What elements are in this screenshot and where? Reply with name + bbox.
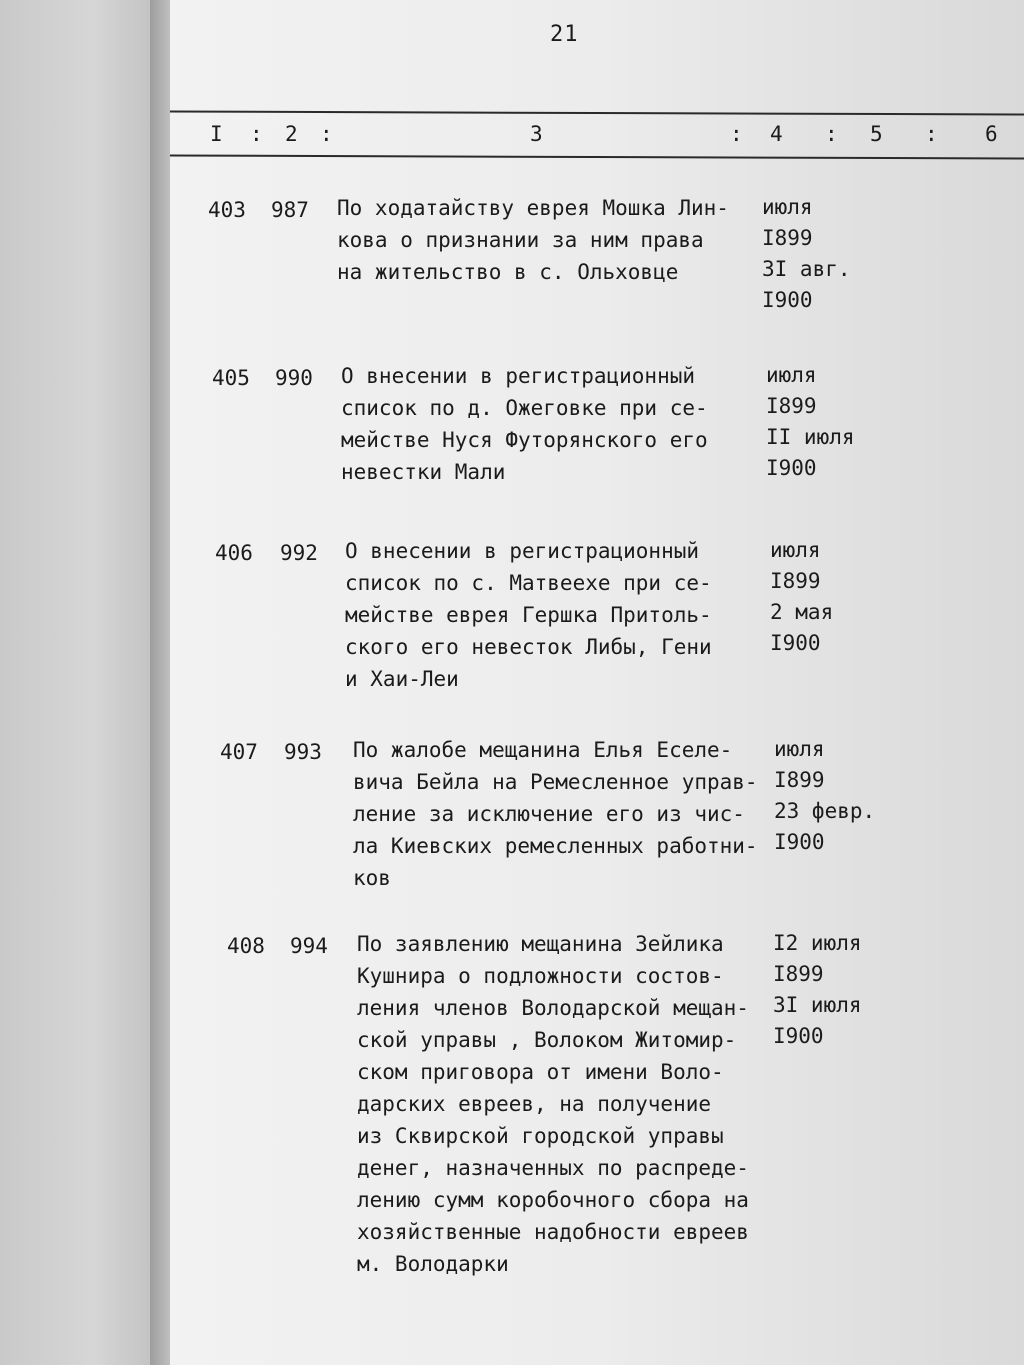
file-number: 994 (290, 934, 328, 958)
description-line: на жительство в с. Ольховце (337, 260, 679, 284)
description-line: По ходатайству еврея Мошка Лин- (337, 196, 729, 220)
column-header: 6 (985, 122, 998, 146)
description-line: По жалобе мещанина Елья Еселе- (353, 738, 733, 762)
date-line: 3I авг. (762, 257, 851, 281)
description-line: невестки Мали (341, 460, 506, 484)
column-separator: : (825, 122, 838, 146)
description-line: ской управы , Волоком Житомир- (357, 1028, 737, 1052)
entry-number: 408 (227, 934, 265, 958)
date-line: 2 мая (770, 600, 834, 624)
description-line: О внесении в регистрационный (345, 539, 700, 563)
description-line: лению сумм коробочного сбора на (357, 1188, 749, 1212)
entry-number: 406 (215, 541, 253, 565)
header-rule-bottom (170, 155, 1024, 160)
description-line: из Сквирской городской управы (357, 1124, 724, 1148)
facing-page (0, 0, 170, 1365)
description-line: По заявлению мещанина Зейлика (357, 932, 724, 956)
column-header: 4 (770, 122, 783, 146)
page-number: 21 (550, 22, 579, 47)
column-header: I (210, 122, 223, 146)
description-line: список по с. Матвеехе при се- (345, 571, 712, 595)
description-line: Кушнира о подложности состов- (357, 964, 724, 988)
date-line: I900 (770, 631, 821, 655)
file-number: 987 (271, 198, 309, 222)
description-line: ского его невесток Либы, Гени (345, 635, 712, 659)
date-line: 23 февр. (774, 799, 876, 823)
description-line: и Хаи-Леи (345, 667, 459, 691)
description-line: список по д. Ожеговке при се- (341, 396, 708, 420)
description-line: хозяйственные надобности евреев (357, 1220, 749, 1244)
column-header: 5 (870, 122, 883, 146)
description-line: м. Володарки (357, 1252, 509, 1276)
date-line: июля (762, 195, 813, 219)
description-line: ление за исключение его из чис- (353, 802, 745, 826)
date-line: I2 июля (773, 931, 862, 955)
document-page (170, 0, 1024, 1365)
description-line: мействе еврея Гершка Притоль- (345, 603, 712, 627)
date-line: I900 (773, 1024, 824, 1048)
date-line: I900 (766, 456, 817, 480)
column-separator: : (250, 122, 263, 146)
date-line: июля (766, 363, 817, 387)
column-separator: : (730, 122, 743, 146)
date-line: июля (774, 737, 825, 761)
entry-number: 403 (208, 198, 246, 222)
date-line: I899 (770, 569, 821, 593)
file-number: 992 (280, 541, 318, 565)
description-line: ла Киевских ремесленных работни- (353, 834, 758, 858)
date-line: II июля (766, 425, 855, 449)
column-separator: : (320, 122, 333, 146)
date-line: I899 (762, 226, 813, 250)
date-line: I899 (766, 394, 817, 418)
column-header: 3 (530, 122, 543, 146)
description-line: дарских евреев, на получение (357, 1092, 712, 1116)
date-line: I900 (774, 830, 825, 854)
description-line: ления членов Володарской мещан- (357, 996, 749, 1020)
date-line: июля (770, 538, 821, 562)
description-line: денег, назначенных по распреде- (357, 1156, 749, 1180)
entry-number: 407 (220, 740, 258, 764)
file-number: 990 (275, 366, 313, 390)
description-line: ков (353, 866, 391, 890)
column-header: 2 (285, 122, 298, 146)
date-line: I899 (773, 962, 824, 986)
file-number: 993 (284, 740, 322, 764)
description-line: вича Бейла на Ремесленное управ- (353, 770, 758, 794)
header-rule-top (170, 111, 1024, 116)
date-line: 3I июля (773, 993, 862, 1017)
column-separator: : (925, 122, 938, 146)
entry-number: 405 (212, 366, 250, 390)
facing-page-text (0, 0, 170, 1365)
date-line: I900 (762, 288, 813, 312)
description-line: О внесении в регистрационный (341, 364, 696, 388)
description-line: мействе Нуся Футорянского его (341, 428, 708, 452)
description-line: кова о признании за ним права (337, 228, 704, 252)
date-line: I899 (774, 768, 825, 792)
description-line: ском приговора от имени Воло- (357, 1060, 724, 1084)
